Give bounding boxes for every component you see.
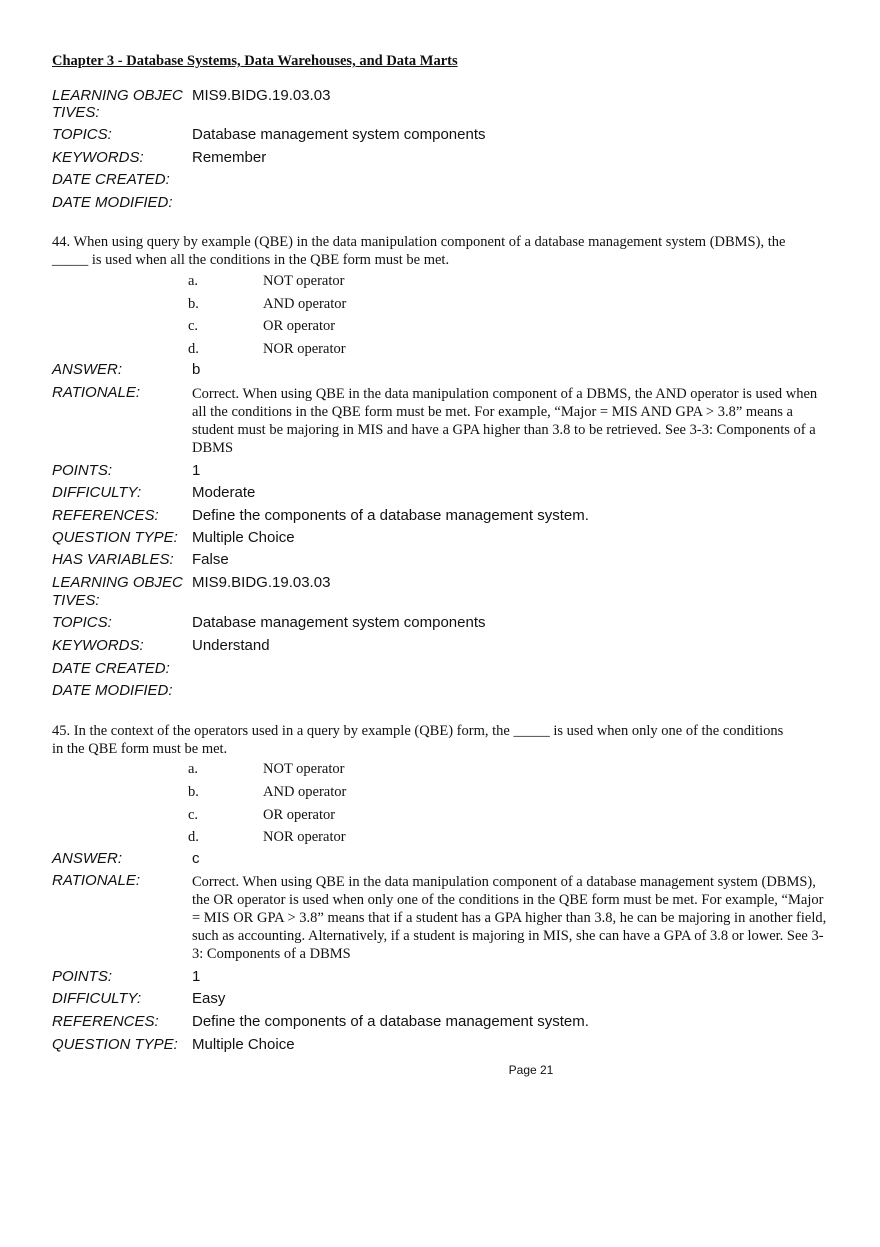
label-date-created: DATE CREATED: <box>52 171 170 188</box>
q44-label-references: REFERENCES: <box>52 507 159 524</box>
q44-references-value: Define the components of a database management system. <box>192 507 589 524</box>
page-number: Page 21 <box>508 1063 554 1077</box>
q45-answer-value: c <box>192 850 200 867</box>
q45-difficulty-value: Easy <box>192 990 226 1007</box>
q44-option-d-text: NOR operator <box>263 341 346 357</box>
q44-label-difficulty: DIFFICULTY: <box>52 484 142 501</box>
q44-option-a-letter: a. <box>188 273 199 289</box>
q44-learning-objective-value: MIS9.BIDG.19.03.03 <box>192 574 331 591</box>
question-45-text: 45. In the context of the operators used in a query by example (QBE) form, the _____ is used when only one of the conditions in the QBE form must be met. <box>52 723 784 757</box>
q45-label-rationale: RATIONALE: <box>52 872 141 889</box>
q45-option-d-text: NOR operator <box>263 829 346 845</box>
q45-option-d-letter: d. <box>188 829 199 845</box>
q44-question-type-value: Multiple Choice <box>192 529 295 546</box>
q44-option-c-letter: c. <box>188 318 199 334</box>
q44-label-rationale: RATIONALE: <box>52 384 141 401</box>
q44-label-keywords: KEYWORDS: <box>52 637 144 654</box>
q44-label-learning-objectives-part1: LEARNING OBJEC <box>52 574 183 591</box>
q45-option-a-letter: a. <box>188 761 199 777</box>
q44-option-d-letter: d. <box>188 341 199 357</box>
q44-keywords-value: Understand <box>192 637 270 654</box>
q45-option-b-text: AND operator <box>263 784 347 800</box>
q45-label-points: POINTS: <box>52 968 113 985</box>
q44-label-date-modified: DATE MODIFIED: <box>52 682 173 699</box>
q44-label-question-type: QUESTION TYPE: <box>52 529 178 546</box>
q44-option-c-text: OR operator <box>263 318 336 334</box>
q45-rationale-value: Correct. When using QBE in the data manipulation component of a database management system (DBMS), the OR operator is used when only one of the conditions in the QBE form must be met. For example, “Major = MIS OR GPA > 3.8” means that if a student has a GPA higher than 3.8, he can be majoring in another field, such as accounting. Alternatively, if a student is majoring in MIS, she can have a GPA of 3.8 or lower. See 3-3: Components of a DBMS <box>192 874 827 962</box>
q44-option-b-letter: b. <box>188 296 199 312</box>
q45-question-type-value: Multiple Choice <box>192 1036 295 1053</box>
q44-answer-value: b <box>192 361 201 378</box>
q44-points-value: 1 <box>192 462 201 479</box>
q44-label-learning-objectives-part2: TIVES: <box>52 592 100 609</box>
q45-label-references: REFERENCES: <box>52 1013 159 1030</box>
q45-label-question-type: QUESTION TYPE: <box>52 1036 178 1053</box>
q45-option-c-text: OR operator <box>263 807 336 823</box>
label-keywords: KEYWORDS: <box>52 149 144 166</box>
q44-label-points: POINTS: <box>52 462 113 479</box>
label-learning-objectives-part2: TIVES: <box>52 104 100 121</box>
q45-references-value: Define the components of a database management system. <box>192 1013 589 1030</box>
q44-has-variables-value: False <box>192 551 229 568</box>
q45-points-value: 1 <box>192 968 201 985</box>
q45-option-b-letter: b. <box>188 784 199 800</box>
q44-label-has-variables: HAS VARIABLES: <box>52 551 174 568</box>
q44-difficulty-value: Moderate <box>192 484 256 501</box>
chapter-title: Chapter 3 - Database Systems, Data Warehouses, and Data Marts <box>52 53 458 69</box>
q45-option-c-letter: c. <box>188 807 199 823</box>
prev-learning-objective-value: MIS9.BIDG.19.03.03 <box>192 87 331 104</box>
label-date-modified: DATE MODIFIED: <box>52 194 173 211</box>
label-topics: TOPICS: <box>52 126 112 143</box>
q44-option-b-text: AND operator <box>263 296 347 312</box>
q44-rationale-value: Correct. When using QBE in the data manipulation component of a DBMS, the AND operator is used when all the conditions in the QBE form must be met. For example, “Major = MIS AND GPA > 3.8” means a student must be majoring in MIS and have a GPA higher than 3.8 to be retrieved. See 3-3: Components of a DBMS <box>192 386 818 456</box>
label-learning-objectives-part1: LEARNING OBJEC <box>52 87 183 104</box>
q44-label-answer: ANSWER: <box>52 361 123 378</box>
q45-option-a-text: NOT operator <box>263 761 345 777</box>
prev-topics-value: Database management system components <box>192 126 486 143</box>
q44-label-date-created: DATE CREATED: <box>52 660 170 677</box>
q45-label-answer: ANSWER: <box>52 850 123 867</box>
q45-label-difficulty: DIFFICULTY: <box>52 990 142 1007</box>
question-44-text: 44. When using query by example (QBE) in the data manipulation component of a database management system (DBMS), the _____ is used when all the conditions in the QBE form must be met. <box>52 234 786 268</box>
q44-label-topics: TOPICS: <box>52 614 112 631</box>
prev-keywords-value: Remember <box>192 149 267 166</box>
q44-topics-value: Database management system components <box>192 614 486 631</box>
q44-option-a-text: NOT operator <box>263 273 345 289</box>
